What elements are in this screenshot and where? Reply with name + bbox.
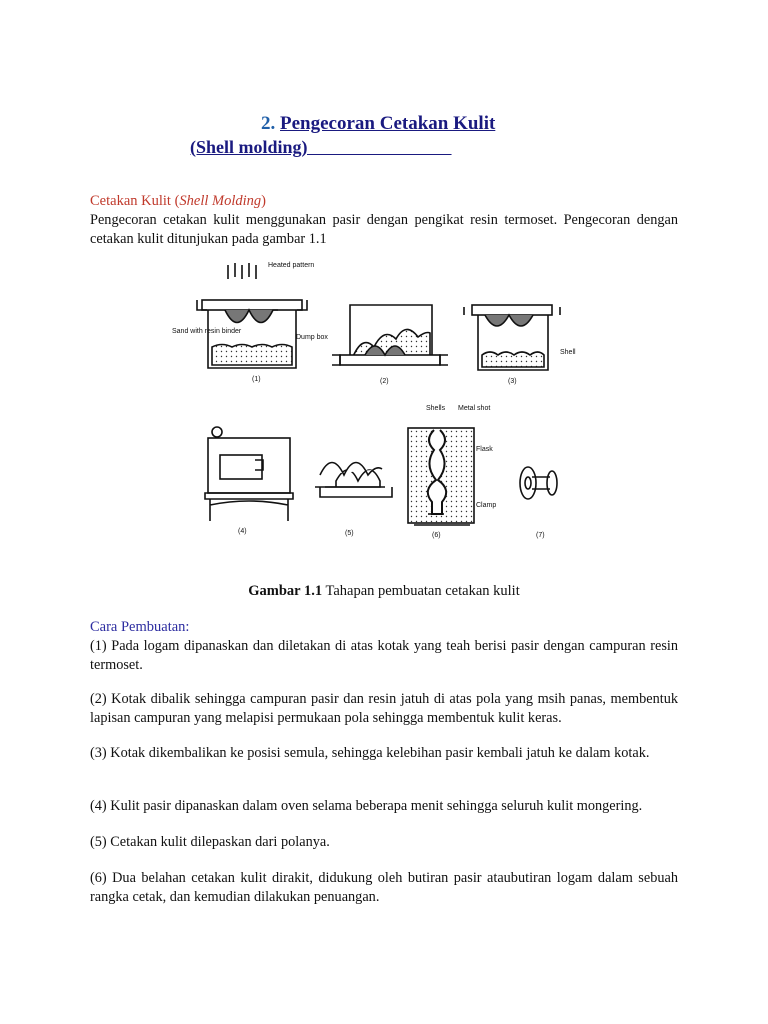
step-label-3: (3) <box>508 378 517 385</box>
label-shell: Shell <box>560 349 576 356</box>
step-4-diagram <box>205 427 293 521</box>
step-7-diagram <box>520 467 557 499</box>
step-6-diagram <box>408 428 474 525</box>
step-paragraph-1: (1) Pada logam dipanaskan dan diletakan di atas kotak yang teah berisi pasir dengan campuran resin termoset. <box>90 638 678 673</box>
label-dump-box: Dump box <box>296 334 328 341</box>
step-label-1: (1) <box>252 376 261 383</box>
step-paragraph-4: (4) Kulit pasir dipanaskan dalam oven selama beberapa menit sehingga seluruh kulit mongering. <box>90 798 643 814</box>
step-paragraph-2: (2) Kotak dibalik sehingga campuran pasir dan resin jatuh di atas pola yang msih panas, membentuk lapisan campuran yang melapisi permukaan pola sehingga membentuk kulit keras. <box>90 691 678 726</box>
shell-molding-label: Cetakan Kulit (Shell Molding) <box>90 193 267 209</box>
step-label-6: (6) <box>432 532 441 539</box>
step-3-diagram <box>464 305 560 370</box>
step-paragraph-6: (6) Dua belahan cetakan kulit dirakit, didukung oleh butiran pasir ataubutiran logam dalam sebuah rangka cetak, dan kemudian dilakukan penuangan. <box>90 870 678 905</box>
step-1-diagram <box>197 263 307 368</box>
step-paragraph-5: (5) Cetakan kulit dilepaskan dari polanya. <box>90 834 330 850</box>
section-title[interactable]: Pengecoran Cetakan Kulit <box>280 113 496 134</box>
shell-molding-figure <box>172 255 580 555</box>
figure-caption: Gambar 1.1 Tahapan pembuatan cetakan kulit <box>248 583 520 599</box>
label-metal-shot: Metal shot <box>458 405 491 412</box>
intro-paragraph: Pengecoran cetakan kulit menggunakan pasir dengan pengikat resin termoset. Pengecoran dengan cetakan kulit ditunjukan pada gambar 1.1 <box>90 212 678 247</box>
cara-pembuatan-label: Cara Pembuatan: <box>90 619 190 635</box>
step-label-2: (2) <box>380 378 389 385</box>
label-heated-pattern: Heated pattern <box>268 262 315 269</box>
label-flask: Flask <box>476 446 493 453</box>
step-label-7: (7) <box>536 532 545 539</box>
label-sand-resin: Sand with resin binder <box>172 328 242 335</box>
section-heading <box>261 113 495 135</box>
step-5-diagram <box>315 463 392 498</box>
step-paragraph-3: (3) Kotak dikembalikan ke posisi semula, sehingga kelebihan pasir kembali jatuh ke dalam kotak. <box>90 745 650 761</box>
step-2-diagram <box>332 305 448 365</box>
label-clamp: Clamp <box>476 502 497 509</box>
step-label-5: (5) <box>345 530 354 537</box>
step-label-4: (4) <box>238 528 247 535</box>
section-number: 2. <box>261 113 276 134</box>
label-shells: Shells <box>426 405 446 412</box>
section-subtitle[interactable]: (Shell molding) <box>190 137 308 157</box>
